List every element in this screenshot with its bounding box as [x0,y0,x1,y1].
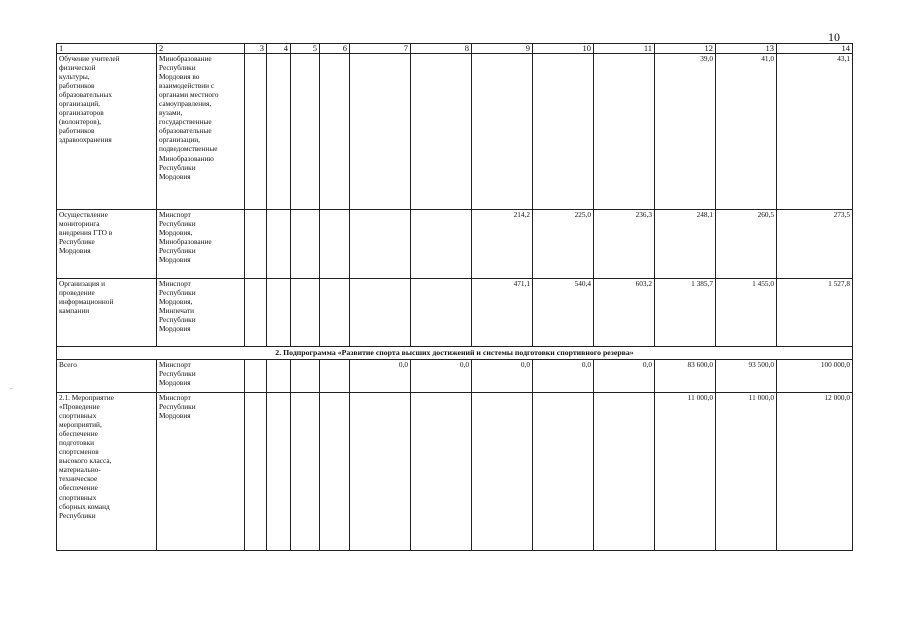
table-row [57,279,853,347]
header-cell: 2 [157,44,245,54]
value-cell [291,54,320,210]
header-cell: 9 [472,44,533,54]
value-cell [245,279,267,347]
header-cell: 5 [291,44,320,54]
value-cell: 39,0 [655,54,716,210]
header-cell: 13 [716,44,777,54]
value-cell [411,393,472,551]
value-cell: 471,1 [472,279,533,347]
header-cell: 7 [350,44,411,54]
section-title: 2. Подпрограмма «Развитие спорта высших достижений и системы подготовки спортивного резерва» [57,347,853,360]
value-cell: 83 600,0 [655,360,716,393]
activity-cell: Организация и проведение информационной кампании [57,279,157,347]
header-row [57,44,853,54]
value-cell [533,54,594,210]
value-cell [594,54,655,210]
margin-mark: - [10,384,13,393]
value-cell [320,279,350,347]
value-cell [267,360,291,393]
value-cell: 1 455,0 [716,279,777,347]
value-cell: 0,0 [411,360,472,393]
value-cell [594,393,655,551]
header-cell: 14 [777,44,853,54]
executor-cell: Минспорт Республики Мордовия, Минобразование Республики Мордовия [157,210,245,279]
value-cell [320,54,350,210]
value-cell: 0,0 [472,360,533,393]
table-row [57,210,853,279]
value-cell: 0,0 [533,360,594,393]
header-cell: 12 [655,44,716,54]
value-cell: 0,0 [594,360,655,393]
value-cell: 11 000,0 [716,393,777,551]
value-cell: 225,0 [533,210,594,279]
activity-cell: Обучение учителей физической культуры, работников образовательных организаций, организаторов (волонтеров), работников здравоохранения [57,54,157,210]
table-row [57,360,853,393]
header-cell: 6 [320,44,350,54]
header-cell: 3 [245,44,267,54]
value-cell: 214,2 [472,210,533,279]
table-row [57,54,853,210]
value-cell: 603,2 [594,279,655,347]
value-cell: 11 000,0 [655,393,716,551]
value-cell [291,210,320,279]
page-number: 10 [828,30,840,44]
value-cell [533,393,594,551]
value-cell: 100 000,0 [777,360,853,393]
value-cell: 12 000,0 [777,393,853,551]
section-row [57,347,853,360]
activity-cell: 2.1. Мероприятие «Проведение спортивных мероприятий, обеспечение подготовки спортсменов высокого класса, материально- техническое обеспечение спортивных сборных команд Республики [57,393,157,551]
table-row [57,393,853,551]
value-cell: 0,0 [350,360,411,393]
value-cell: 1 527,8 [777,279,853,347]
value-cell [267,54,291,210]
value-cell [245,360,267,393]
header-cell: 4 [267,44,291,54]
value-cell [320,360,350,393]
value-cell [267,210,291,279]
value-cell: 260,5 [716,210,777,279]
header-cell: 10 [533,44,594,54]
value-cell [291,393,320,551]
value-cell: 540,4 [533,279,594,347]
executor-cell: Минспорт Республики Мордовия, Минпечати Республики Мордовия [157,279,245,347]
activity-cell: Осуществление мониторинга внедрения ГТО в Республике Мордовия [57,210,157,279]
value-cell [320,210,350,279]
value-cell [267,393,291,551]
value-cell [291,360,320,393]
value-cell [245,54,267,210]
value-cell: 248,1 [655,210,716,279]
value-cell [267,279,291,347]
value-cell: 273,5 [777,210,853,279]
value-cell: 41,0 [716,54,777,210]
value-cell: 236,3 [594,210,655,279]
value-cell [411,279,472,347]
value-cell: 1 385,7 [655,279,716,347]
value-cell [245,210,267,279]
executor-cell: Минспорт Республики Мордовия [157,393,245,551]
value-cell [411,210,472,279]
value-cell [472,393,533,551]
header-cell: 1 [57,44,157,54]
value-cell: 93 500,0 [716,360,777,393]
budget-table [56,43,853,551]
activity-cell: Всего [57,360,157,393]
value-cell [350,393,411,551]
value-cell [472,54,533,210]
value-cell [411,54,472,210]
header-cell: 11 [594,44,655,54]
value-cell [350,54,411,210]
value-cell [350,279,411,347]
value-cell [350,210,411,279]
executor-cell: Минспорт Республики Мордовия [157,360,245,393]
value-cell [291,279,320,347]
executor-cell: Минобразование Республики Мордовия во взаимодействии с органами местного самоуправления, вузами, государственные образовательные организации, подведомственные Минобразованию Республики Мордовия [157,54,245,210]
value-cell [245,393,267,551]
value-cell [320,393,350,551]
value-cell: 43,1 [777,54,853,210]
header-cell: 8 [411,44,472,54]
